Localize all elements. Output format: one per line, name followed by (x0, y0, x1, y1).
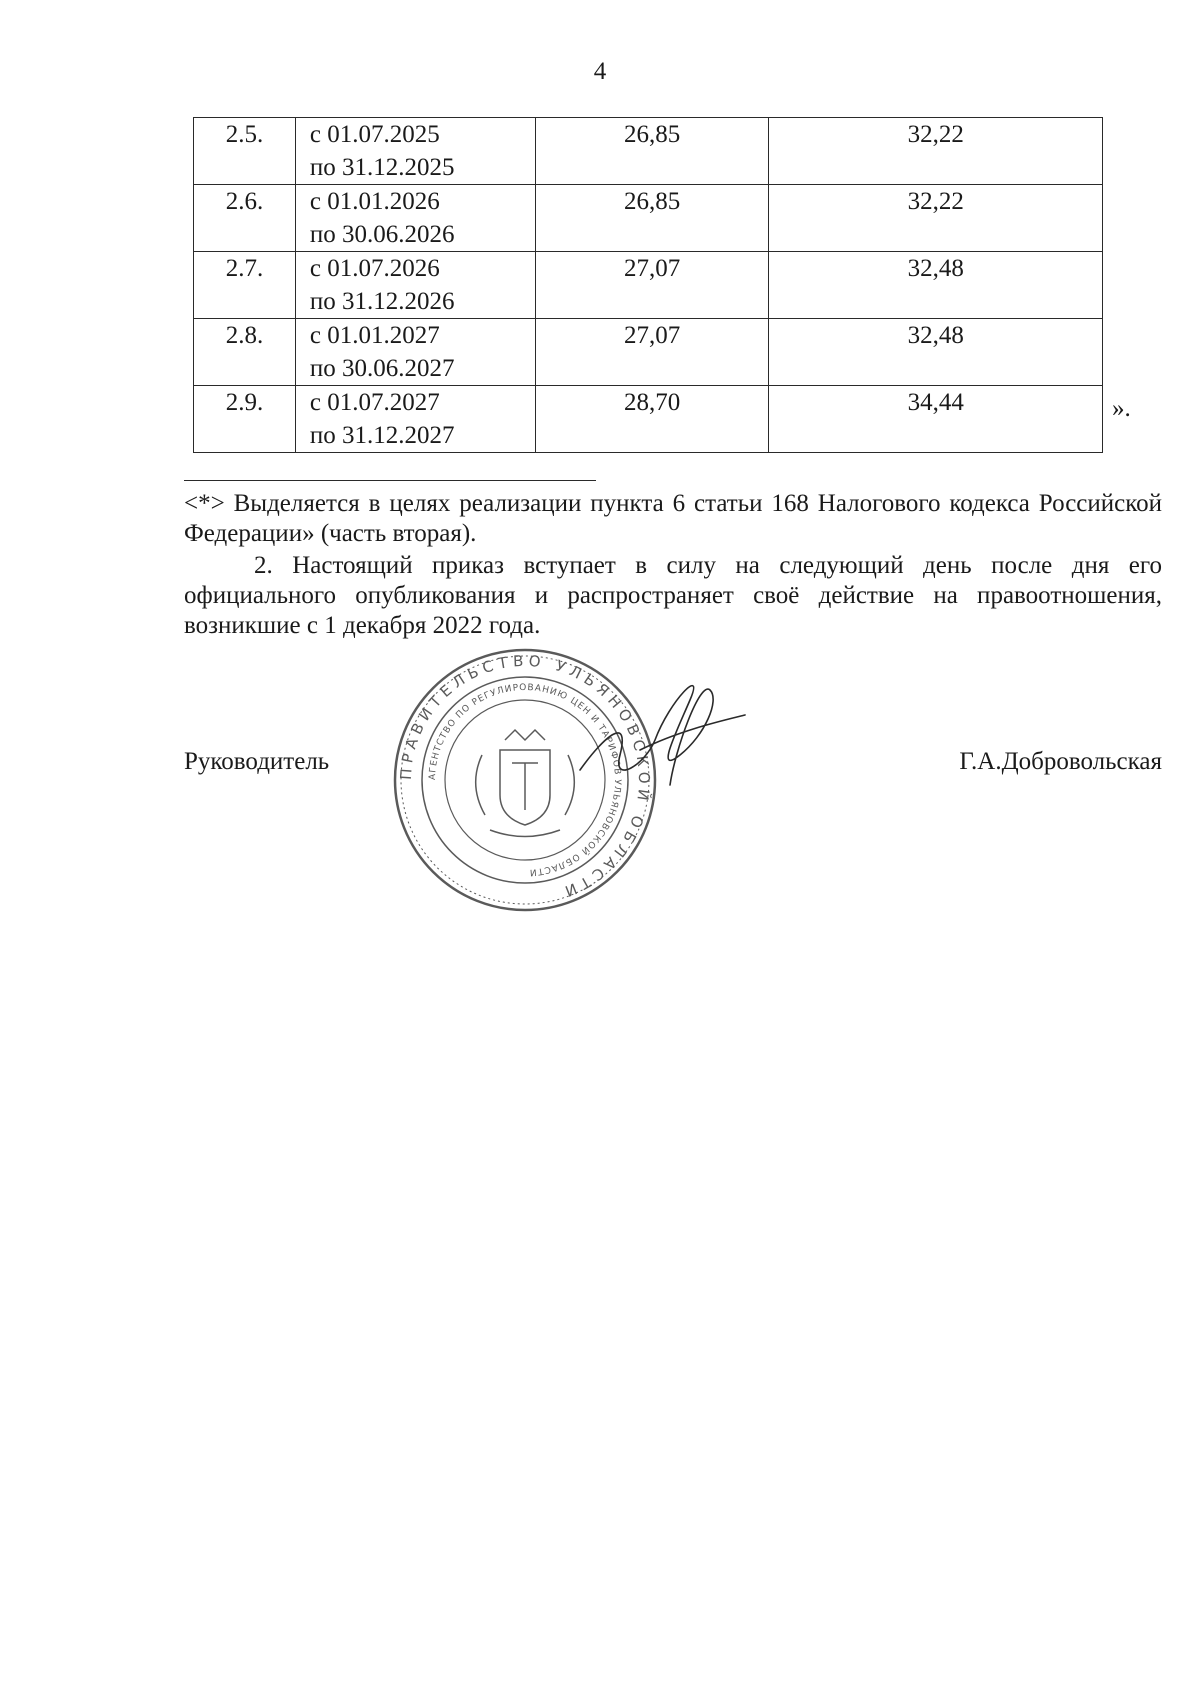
row-number-cell: 2.6. (194, 185, 296, 252)
period-from: с 01.07.2026 (309, 255, 440, 282)
value-cell: 32,48 (769, 319, 1103, 386)
period-to: по 31.12.2026 (309, 288, 455, 315)
order-paragraph: 2. Настоящий приказ вступает в силу на следующий день после дня его официального опубликования и распространяет своё действие на правоотношения, возникшие с 1 декабря 2022 года. (184, 552, 1162, 639)
closing-quote: ». (1112, 395, 1131, 422)
seal-outer-text: ПРАВИТЕЛЬСТВО УЛЬЯНОВСКОЙ ОБЛАСТИ (396, 651, 654, 903)
page-number: 4 (593, 58, 607, 85)
footnote-text: <*> Выделяется в целях реализации пункта 6 статьи 168 Налогового кодекса Российской Федерации» (часть вторая). (184, 490, 1162, 547)
seal-inner-text: АГЕНТСТВО ПО РЕГУЛИРОВАНИЮ ЦЕН И ТАРИФОВ УЛЬЯНОВСКОЙ ОБЛАСТИ (427, 682, 623, 877)
period-to: по 31.12.2025 (309, 154, 455, 181)
signatory-title: Руководитель (184, 748, 330, 775)
row-number-cell: 2.5. (194, 118, 296, 185)
period-cell (295, 252, 535, 319)
footnote-divider (184, 480, 596, 481)
value-cell: 32,48 (769, 252, 1103, 319)
value-cell: 34,44 (769, 386, 1103, 453)
row-number-cell: 2.8. (194, 319, 296, 386)
row-number-cell: 2.7. (194, 252, 296, 319)
handwritten-signature (560, 660, 750, 820)
value-cell: 32,22 (769, 118, 1103, 185)
period-to: по 31.12.2027 (309, 422, 455, 449)
value-cell: 28,70 (535, 386, 769, 453)
period-from: с 01.07.2025 (309, 121, 440, 148)
period-from: с 01.01.2027 (309, 322, 440, 349)
value-cell: 26,85 (535, 118, 769, 185)
value-cell: 27,07 (535, 319, 769, 386)
period-cell (295, 185, 535, 252)
period-cell (295, 386, 535, 453)
table-row (194, 319, 1103, 386)
value-cell: 26,85 (535, 185, 769, 252)
row-number-cell: 2.9. (194, 386, 296, 453)
signatory-name: Г.А.Добровольская (959, 748, 1162, 775)
period-from: с 01.01.2026 (309, 188, 440, 215)
value-cell: 27,07 (535, 252, 769, 319)
tariff-table (193, 117, 1103, 453)
period-cell (295, 118, 535, 185)
period-to: по 30.06.2027 (309, 355, 455, 382)
value-cell: 32,22 (769, 185, 1103, 252)
table-row (194, 386, 1103, 453)
period-cell (295, 319, 535, 386)
table-row (194, 252, 1103, 319)
table-row (194, 118, 1103, 185)
period-from: с 01.07.2027 (309, 389, 440, 416)
period-to: по 30.06.2026 (309, 221, 455, 248)
table-row (194, 185, 1103, 252)
